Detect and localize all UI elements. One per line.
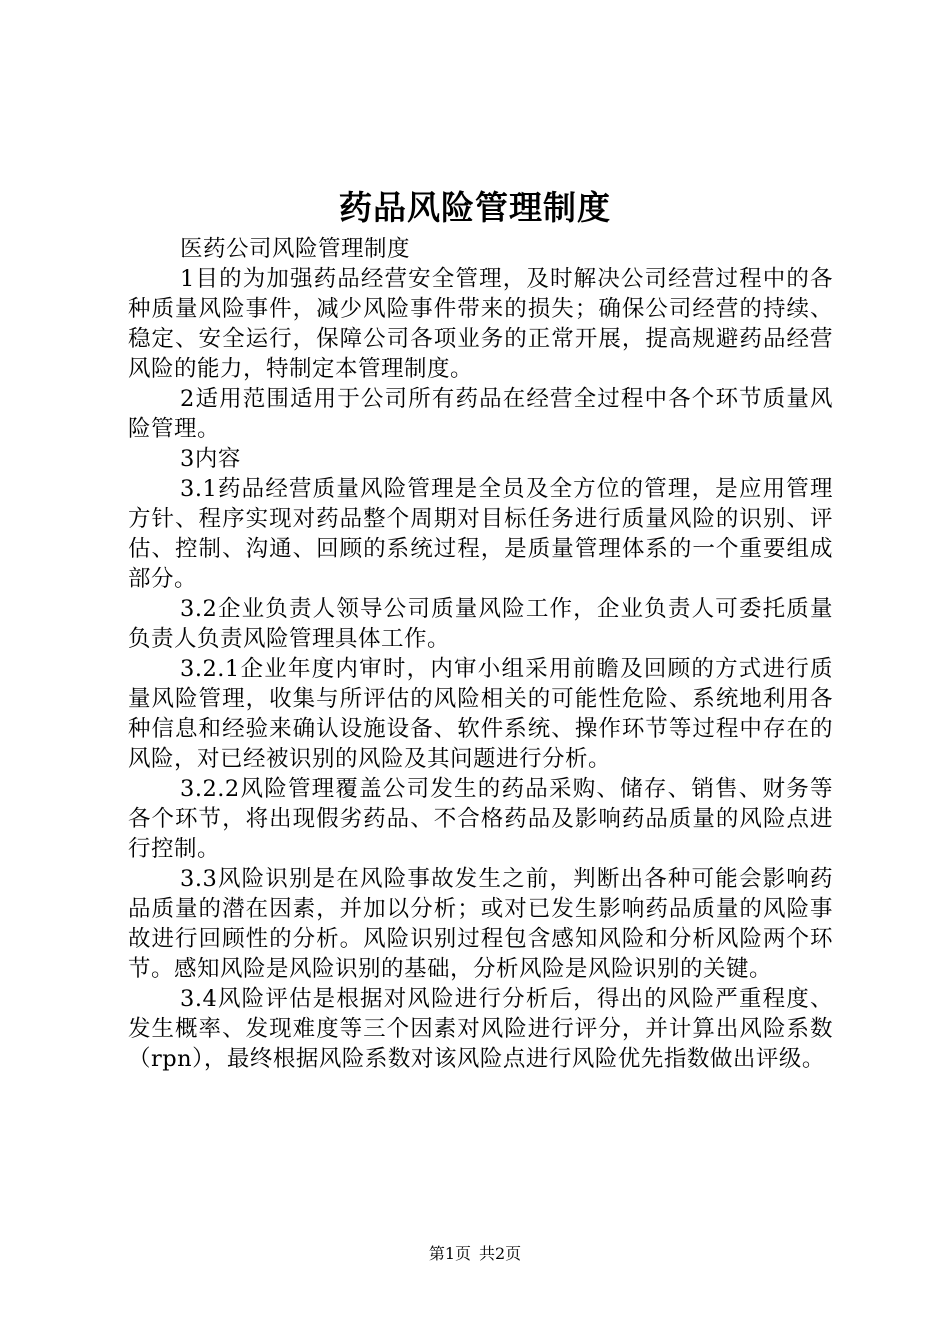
paragraph-3-4: 3.4风险评估是根据对风险进行分析后，得出的风险严重程度、发生概率、发现难度等三个因素对风险进行评分，并计算出风险系数（rpn），最终根据风险系数对该风险点进行风险优先指数做出评级。 — [128, 986, 833, 1072]
paragraph-3-2-2: 3.2.2风险管理覆盖公司发生的药品采购、储存、销售、财务等各个环节，将出现假劣药品、不合格药品及影响药品质量的风险点进行控制。 — [128, 776, 833, 862]
page-number-total: 共2页 — [479, 1244, 522, 1263]
paragraph-3-2: 3.2企业负责人领导公司质量风险工作，企业负责人可委托质量负责人负责风险管理具体工作。 — [128, 596, 833, 652]
paragraph-3-2-1: 3.2.1企业年度内审时，内审小组采用前瞻及回顾的方式进行质量风险管理，收集与所评估的风险相关的可能性危险、系统地利用各种信息和经验来确认设施设备、软件系统、操作环节等过程中存在的风险，对已经被识别的风险及其问题进行分析。 — [128, 656, 833, 772]
page-footer — [0, 1243, 950, 1265]
paragraph-purpose: 1目的为加强药品经营安全管理，及时解决公司经营过程中的各种质量风险事件，减少风险事件带来的损失；确保公司经营的持续、稳定、安全运行，保障公司各项业务的正常开展，提高规避药品经营风险的能力，特制定本管理制度。 — [128, 266, 833, 382]
paragraph-subtitle: 医药公司风险管理制度 — [180, 236, 411, 262]
paragraph-scope: 2适用范围适用于公司所有药品在经营全过程中各个环节质量风险管理。 — [128, 386, 833, 442]
document-title: 药品风险管理制度 — [339, 188, 611, 227]
page-number-current: 第1页 — [428, 1244, 471, 1263]
paragraph-3-3: 3.3风险识别是在风险事故发生之前，判断出各种可能会影响药品质量的潜在因素，并加以分析；或对已发生影响药品质量的风险事故进行回顾性的分析。风险识别过程包含感知风险和分析风险两个环节。感知风险是风险识别的基础，分析风险是风险识别的关键。 — [128, 866, 833, 982]
paragraph-3-1: 3.1药品经营质量风险管理是全员及全方位的管理，是应用管理方针、程序实现对药品整个周期对目标任务进行质量风险的识别、评估、控制、沟通、回顾的系统过程，是质量管理体系的一个重要组成部分。 — [128, 476, 833, 592]
paragraph-content-heading: 3内容 — [180, 446, 241, 472]
document-body — [128, 234, 833, 1074]
